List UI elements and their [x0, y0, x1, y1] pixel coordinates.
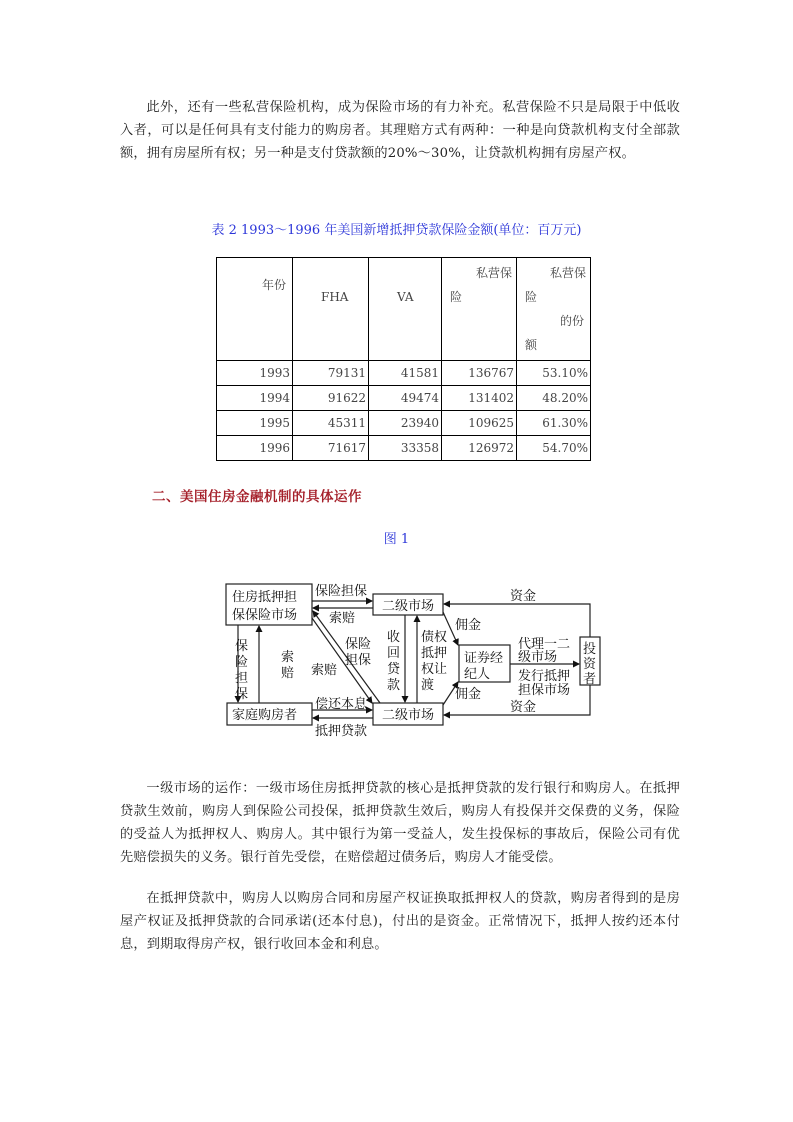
- box-secondary-bottom-label: 二级市场: [382, 708, 435, 723]
- section-heading: 二、美国住房金融机制的具体运作: [152, 489, 362, 505]
- header-year: [217, 258, 293, 361]
- label-left-claim-1: 索: [281, 650, 295, 665]
- cell-va: 41581: [369, 361, 442, 386]
- box-investor-label-1: 投: [583, 642, 597, 657]
- table-row: [217, 411, 591, 436]
- cell-share: 48.20%: [517, 386, 591, 411]
- header-va-label: VA: [397, 290, 414, 304]
- cell-share: 54.70%: [517, 436, 591, 461]
- label-funds-top: 资金: [510, 589, 537, 604]
- label-recover-loan-2: 回: [387, 646, 401, 661]
- header-private-line1: 私营保: [475, 266, 512, 280]
- cell-share: 61.30%: [517, 411, 591, 436]
- figure-caption: 图 1: [383, 532, 410, 547]
- cell-private: 109625: [442, 411, 517, 436]
- header-fha-label: FHA: [321, 290, 349, 304]
- header-year-label: 年份: [261, 278, 286, 292]
- header-private-line2: 险: [450, 290, 463, 304]
- label-recover-loan-1: 收: [387, 630, 401, 645]
- label-funds-bottom: 资金: [510, 700, 537, 715]
- label-recover-loan-3: 贷: [387, 662, 401, 677]
- header-share-line1: 私营保: [549, 266, 586, 280]
- box-insurance-label-2: 保保险市场: [232, 608, 298, 623]
- label-recover-loan-4: 款: [387, 678, 401, 693]
- label-diagonal-claim: 索赔: [311, 663, 338, 678]
- header-fha: [293, 258, 369, 361]
- housing-finance-flow-diagram: [205, 570, 605, 755]
- header-share: [517, 258, 591, 361]
- cell-year: 1995: [217, 411, 293, 436]
- cell-va: 49474: [369, 386, 442, 411]
- header-va: [369, 258, 442, 361]
- paragraph-primary-market: 一级市场的运作：一级市场住房抵押贷款的核心是抵押贷款的发行银行和购房人。在抵押贷款生效前，购房人到保险公司投保，抵押贷款生效后，购房人有投保并交保费的义务，保险的受益人为抵押权人、购房人。其中银行为第一受益人，发生投保标的事故后，保险公司有优先赔偿损失的义务。银行首先受偿，在赔偿超过债务后，购房人才能受偿。: [120, 781, 680, 865]
- label-issue-2: 担保市场: [518, 683, 571, 698]
- box-insurance-label-1: 住房抵押担: [232, 590, 298, 605]
- cell-private: 131402: [442, 386, 517, 411]
- box-investor-label-2: 资: [583, 657, 597, 672]
- header-private: [442, 258, 517, 361]
- cell-year: 1994: [217, 386, 293, 411]
- label-insurance-guarantee: 保险担保: [315, 584, 368, 599]
- label-left-guarantee-3: 担: [235, 671, 249, 686]
- box-investor-label-3: 者: [583, 672, 597, 687]
- label-diagonal-guarantee-2: 担保: [345, 653, 372, 668]
- header-share-line2: 险: [525, 290, 538, 304]
- box-broker-label-1: 证券经: [464, 651, 504, 666]
- table-row: [217, 436, 591, 461]
- table-row: [217, 386, 591, 411]
- label-commission-bottom: 佣金: [455, 687, 482, 702]
- box-secondary-top-label: 二级市场: [382, 599, 435, 614]
- table-row: [217, 361, 591, 386]
- header-share-line3: 的份: [559, 314, 584, 328]
- table-header-row: [217, 258, 591, 361]
- cell-private: 136767: [442, 361, 517, 386]
- paragraph-mortgage-loan: 在抵押贷款中，购房人以购房合同和房屋产权证换取抵押权人的贷款，购房者得到的是房屋产权证及抵押贷款的合同承诺(还本付息)，付出的是资金。正常情况下，抵押人按约还本付息，到期取得房产权，银行收回本金和利息。: [120, 891, 680, 952]
- table-caption: 表 2 1993～1996 年美国新增抵押贷款保险金额(单位：百万元): [211, 223, 582, 238]
- cell-fha: 79131: [293, 361, 369, 386]
- cell-year: 1996: [217, 436, 293, 461]
- insurance-table: [216, 257, 591, 461]
- label-left-claim-2: 赔: [281, 666, 295, 681]
- cell-fha: 45311: [293, 411, 369, 436]
- label-commission-top: 佣金: [455, 618, 482, 633]
- cell-va: 23940: [369, 411, 442, 436]
- label-left-guarantee-4: 保: [235, 687, 249, 702]
- label-repay-principal-interest: 偿还本息: [315, 697, 368, 712]
- label-transfer-2: 抵押: [421, 646, 448, 661]
- box-broker-label-2: 纪人: [464, 667, 491, 682]
- cell-va: 33358: [369, 436, 442, 461]
- label-claim-top: 索赔: [329, 611, 356, 626]
- label-transfer-1: 债权: [421, 630, 448, 645]
- label-mortgage-loan: 抵押贷款: [315, 724, 368, 739]
- label-diagonal-guarantee-1: 保险: [345, 637, 372, 652]
- label-left-guarantee-1: 保: [235, 639, 249, 654]
- box-household-label: 家庭购房者: [232, 708, 298, 723]
- cell-private: 126972: [442, 436, 517, 461]
- label-transfer-4: 渡: [421, 678, 435, 693]
- label-agent-2: 级市场: [518, 650, 558, 665]
- cell-year: 1993: [217, 361, 293, 386]
- label-agent-1: 代理一二: [518, 637, 571, 652]
- paragraph-private-insurance: 此外，还有一些私营保险机构，成为保险市场的有力补充。私营保险不只是局限于中低收入者，可以是任何具有支付能力的购房者。其理赔方式有两种：一种是向贷款机构支付全部款额，拥有房屋所有权；另一种是支付贷款额的20%～30%，让贷款机构拥有房屋产权。: [120, 100, 680, 161]
- label-left-guarantee-2: 险: [235, 655, 249, 670]
- cell-fha: 71617: [293, 436, 369, 461]
- label-issue-1: 发行抵押: [518, 669, 571, 684]
- cell-fha: 91622: [293, 386, 369, 411]
- header-share-line4: 额: [525, 338, 538, 352]
- cell-share: 53.10%: [517, 361, 591, 386]
- label-transfer-3: 权让: [421, 662, 448, 677]
